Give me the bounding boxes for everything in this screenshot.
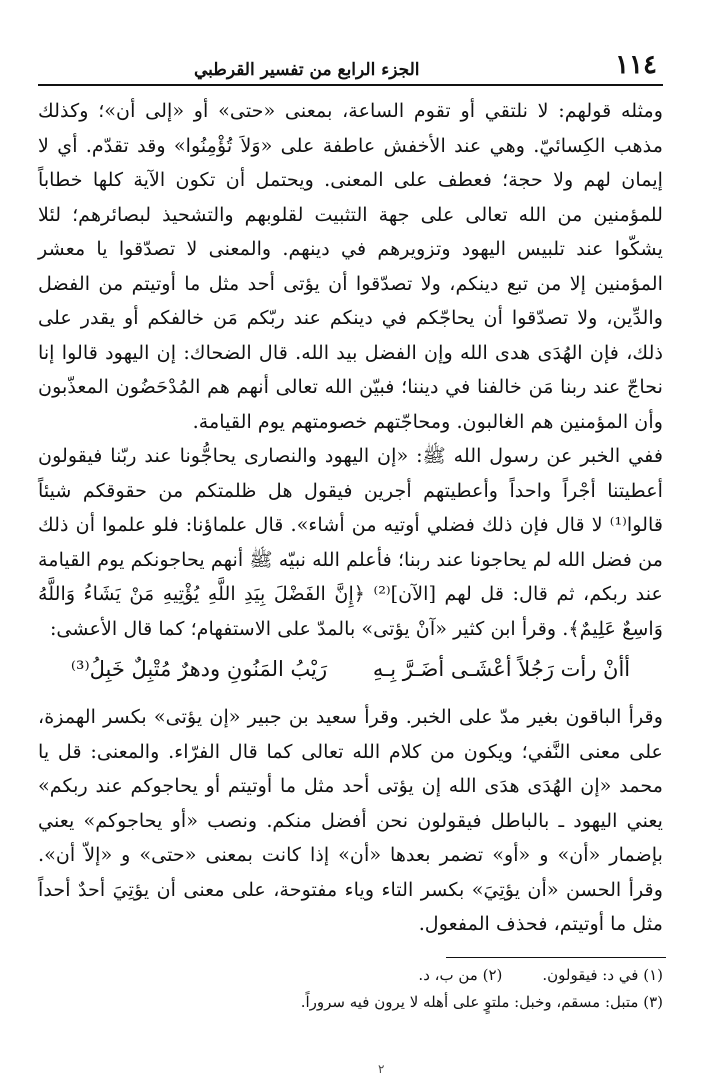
paragraph-3: وقرأ الباقون بغير مدّ على الخبر. وقرأ سعيد بن جبير «إن يؤتى» بكسر الهمزة، على معنى النَّفي؛ ويكون من كلام الله تعالى كما قال الفرّاء. والمعنى: قل يا محمد «إن الهُدَى هدَى الله إن يؤتى أحد مثل ما أوتيتم أو يحاجوكم عند ربكم» يعني اليهود ـ بالباطل فيقولون نحن أفضل منكم. ونصب «أو يحاجوكم» يعني بإضمار «أن» و «أو» تضمر بعدها «أن» إذا كانت بمعنى «حتى» و «إلاّ أن». وقرأ الحسن «أن يؤتِيَ» بكسر التاء وياء مفتوحة، على معنى أن يؤتِيَ أحدٌ أحداً مثل ما أوتيتم، فحذف المفعول. [38, 705, 663, 935]
footnote-1: (١) في د: فيقولون. [542, 966, 663, 984]
paragraph-2: ففي الخبر عن رسول الله ﷺ: «إن اليهود والنصارى يحاجُّونا عند ربّنا فيقولون أعطيتنا أجْراً واحداً وأعطيتهم أجرين فيقول هل ظلمتكم من حقوقكم شيئاً قالوا⁽¹⁾ لا قال فإن ذلك فضلي أوتيه من أشاء». قال علماؤنا: فلو علموا أن ذلك من فضل الله لم يحاجونا عند ربنا؛ فأعلم الله نبيّه ﷺ أنهم يحاجونكم يوم القيامة عند ربكم، ثم قال: قل لهم [الآن]⁽²⁾ ﴿إِنَّ الفَضْلَ بِيَدِ اللَّهِ يُؤْتِيهِ مَنْ يَشَاءُ وَاللَّهُ وَاسِعٌ عَلِيمٌ﴾. وقرأ ابن كثير «آنْ يؤتى» بالمدّ على الاستفهام؛ كما قال الأعشى: [38, 444, 663, 640]
page-signature-mark: ٢ [378, 1062, 385, 1076]
running-title: الجزء الرابع من تفسير القرطبي [194, 60, 420, 80]
footnote-3: (٣) متبل: مسقم، وخبل: ملتوٍ على أهله لا يرون فيه سروراً. [300, 993, 663, 1011]
page-header [38, 50, 663, 86]
footnote-divider [446, 957, 666, 958]
footnotes [38, 962, 663, 1016]
footnote-2: (٢) من ب، د. [418, 966, 503, 984]
page-number: ١١٤ [615, 50, 657, 80]
verse-second-hemistich: رَيْبُ المَنُونِ ودهرٌ مُتْبِلٌ خَبِلُ⁽³⁾ [70, 657, 328, 681]
paragraph-1: ومثله قولهم: لا نلتقي أو تقوم الساعة، بمعنى «حتى» أو «إلى أن»؛ وكذلك مذهب الكِسائيّ. وهي عند الأخفش عاطفة على «وَلاَ تُؤْمِنُوا» وقد تقدّم. أي لا إيمان لهم ولا حجة؛ فعطف على المعنى. ويحتمل أن تكون الآية كلها خطاباً للمؤمنين من الله تعالى على جهة التثبيت لقلوبهم والتشحيذ لبصائرهم؛ لئلا يشكّوا عند تلبيس اليهود وتزويرهم في دينهم. والمعنى لا تصدّقوا يا معشر المؤمنين إلا من تبع دينكم، ولا تصدّقوا أن يؤتى أحد مثل ما أوتيتم من الفضل والدِّين، ولا تصدّقوا أن يحاجّكم في دينكم عند ربّكم مَن خالفكم أو يقدر على ذلك، فإن الهُدَى هدى الله وإن الفضل بيد الله. قال الضحاك: إن اليهود قالوا إنا نحاجّ عند ربنا مَن خالفنا في ديننا؛ فبيّن الله تعالى أنهم هم المُدْحَضُون المعذّبون وأن المؤمنين هم الغالبون. ومحاجّتهم خصومتهم يوم القيامة. [38, 99, 663, 433]
verse-first-hemistich: أأنْ رأت رَجُلاً أعْشَـى أضَـرَّ بِـهِ [372, 657, 631, 681]
poetry-verse [38, 646, 663, 700]
main-text [38, 94, 663, 942]
